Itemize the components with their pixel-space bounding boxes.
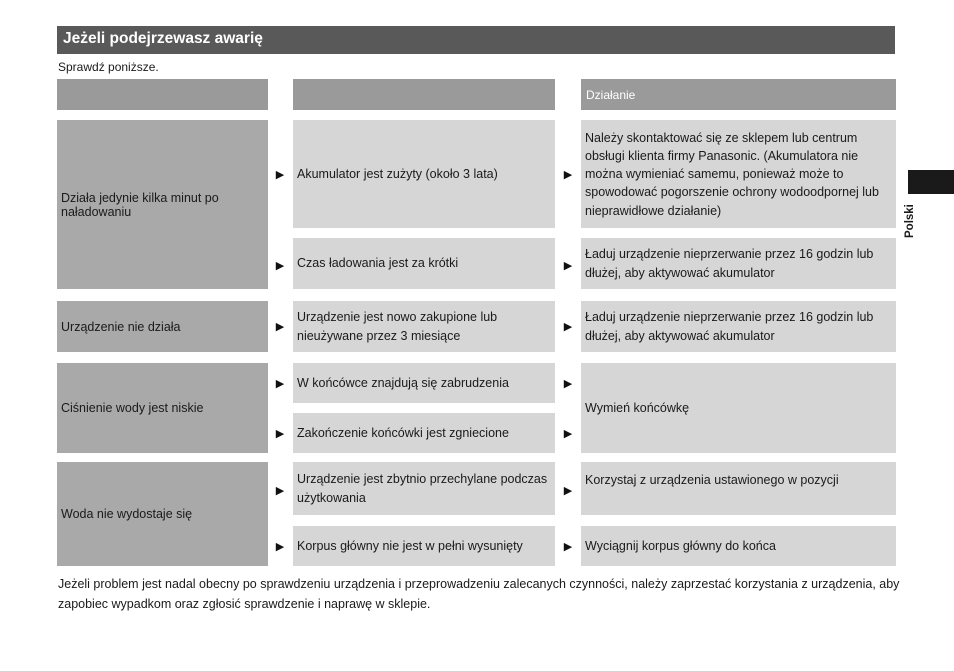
- action-text: Wyciągnij korpus główny do końca: [585, 538, 776, 553]
- arrow-icon: ▶: [563, 485, 573, 497]
- action-cell: [581, 301, 896, 352]
- arrow-icon: ▶: [563, 541, 573, 553]
- header-action-label: Działanie: [586, 88, 636, 102]
- cause-text: Urządzenie jest nowo zakupione lub nieużywane przez 3 miesiące: [297, 310, 498, 343]
- action-text: Ładuj urządzenie nieprzerwanie przez 16 godzin lub dłużej, aby aktywować akumulator: [585, 310, 874, 343]
- arrow-icon: ▶: [563, 378, 573, 390]
- arrow-icon: ▶: [563, 260, 573, 272]
- cause-text: Urządzenie jest zbytnio przechylane podczas użytkowania: [297, 472, 548, 505]
- cause-cell: [293, 301, 555, 352]
- action-text: Ładuj urządzenie nieprzerwanie przez 16 godzin lub dłużej, aby aktywować akumulator: [585, 247, 874, 280]
- header-cause: [293, 79, 555, 110]
- cause-cell: [293, 363, 555, 403]
- cause-cell: [293, 413, 555, 453]
- action-cell: [581, 462, 896, 515]
- cause-text: Zakończenie końcówki jest zgniecione: [297, 425, 509, 440]
- symptom-cell: [57, 363, 268, 453]
- cause-cell: [293, 526, 555, 566]
- cause-text: Czas ładowania jest za krótki: [297, 256, 459, 271]
- arrow-icon: ▶: [275, 321, 285, 333]
- action-cell: [581, 120, 896, 228]
- arrow-icon: ▶: [275, 485, 285, 497]
- arrow-icon: ▶: [563, 321, 573, 333]
- cause-cell: [293, 238, 555, 289]
- arrow-icon: ▶: [563, 428, 573, 440]
- symptom-cell: [57, 462, 268, 566]
- arrow-icon: ▶: [275, 169, 285, 181]
- symptom-text: Ciśnienie wody jest niskie: [61, 401, 204, 415]
- arrow-icon: ▶: [275, 260, 285, 272]
- intro-text: Sprawdź poniższe.: [58, 60, 159, 74]
- action-cell: [581, 238, 896, 289]
- header-cause-label: [293, 79, 555, 88]
- cause-text: Korpus główny nie jest w pełni wysunięty: [297, 538, 523, 553]
- action-text: Korzystaj z urządzenia ustawionego w pozycji: [585, 473, 839, 487]
- header-action: [581, 79, 896, 110]
- arrow-icon: ▶: [275, 428, 285, 440]
- symptom-cell: [57, 301, 268, 352]
- language-label: Polski: [904, 204, 916, 238]
- cause-text: Akumulator jest zużyty (około 3 lata): [297, 166, 498, 181]
- action-cell: [581, 526, 896, 566]
- header-symptom-label: [57, 79, 268, 88]
- footer-note: Jeżeli problem jest nadal obecny po sprawdzeniu urządzenia i przeprowadzeniu zalecanych czynności, należy zaprzestać korzystania z urządzenia, aby zapobiec wypadkom oraz zgłosić sprawdzenie i naprawę w sklepie.: [58, 577, 900, 612]
- action-text: Należy skontaktować się ze sklepem lub centrum obsługi klienta firmy Panasonic. (Akumulatora nie można wymieniać samemu, ponieważ może to spowodować pogorszenie ochrony wodoodpornej lub nieprawidłowe działanie): [585, 131, 879, 218]
- header-symptom: [57, 79, 268, 110]
- symptom-text: Urządzenie nie działa: [61, 319, 181, 334]
- cause-cell: [293, 120, 555, 228]
- arrow-icon: ▶: [275, 378, 285, 390]
- cause-cell: [293, 462, 555, 515]
- arrow-icon: ▶: [563, 169, 573, 181]
- action-cell: [581, 363, 896, 453]
- symptom-text: Woda nie wydostaje się: [61, 507, 193, 521]
- symptom-cell: [57, 120, 268, 289]
- action-text: Wymień końcówkę: [585, 400, 690, 415]
- section-title: Jeżeli podejrzewasz awarię: [57, 26, 895, 54]
- arrow-icon: ▶: [275, 541, 285, 553]
- cause-text: W końcówce znajdują się zabrudzenia: [297, 375, 509, 390]
- symptom-text: Działa jedynie kilka minut po naładowaniu: [61, 190, 219, 219]
- language-tab-marker: [908, 170, 954, 194]
